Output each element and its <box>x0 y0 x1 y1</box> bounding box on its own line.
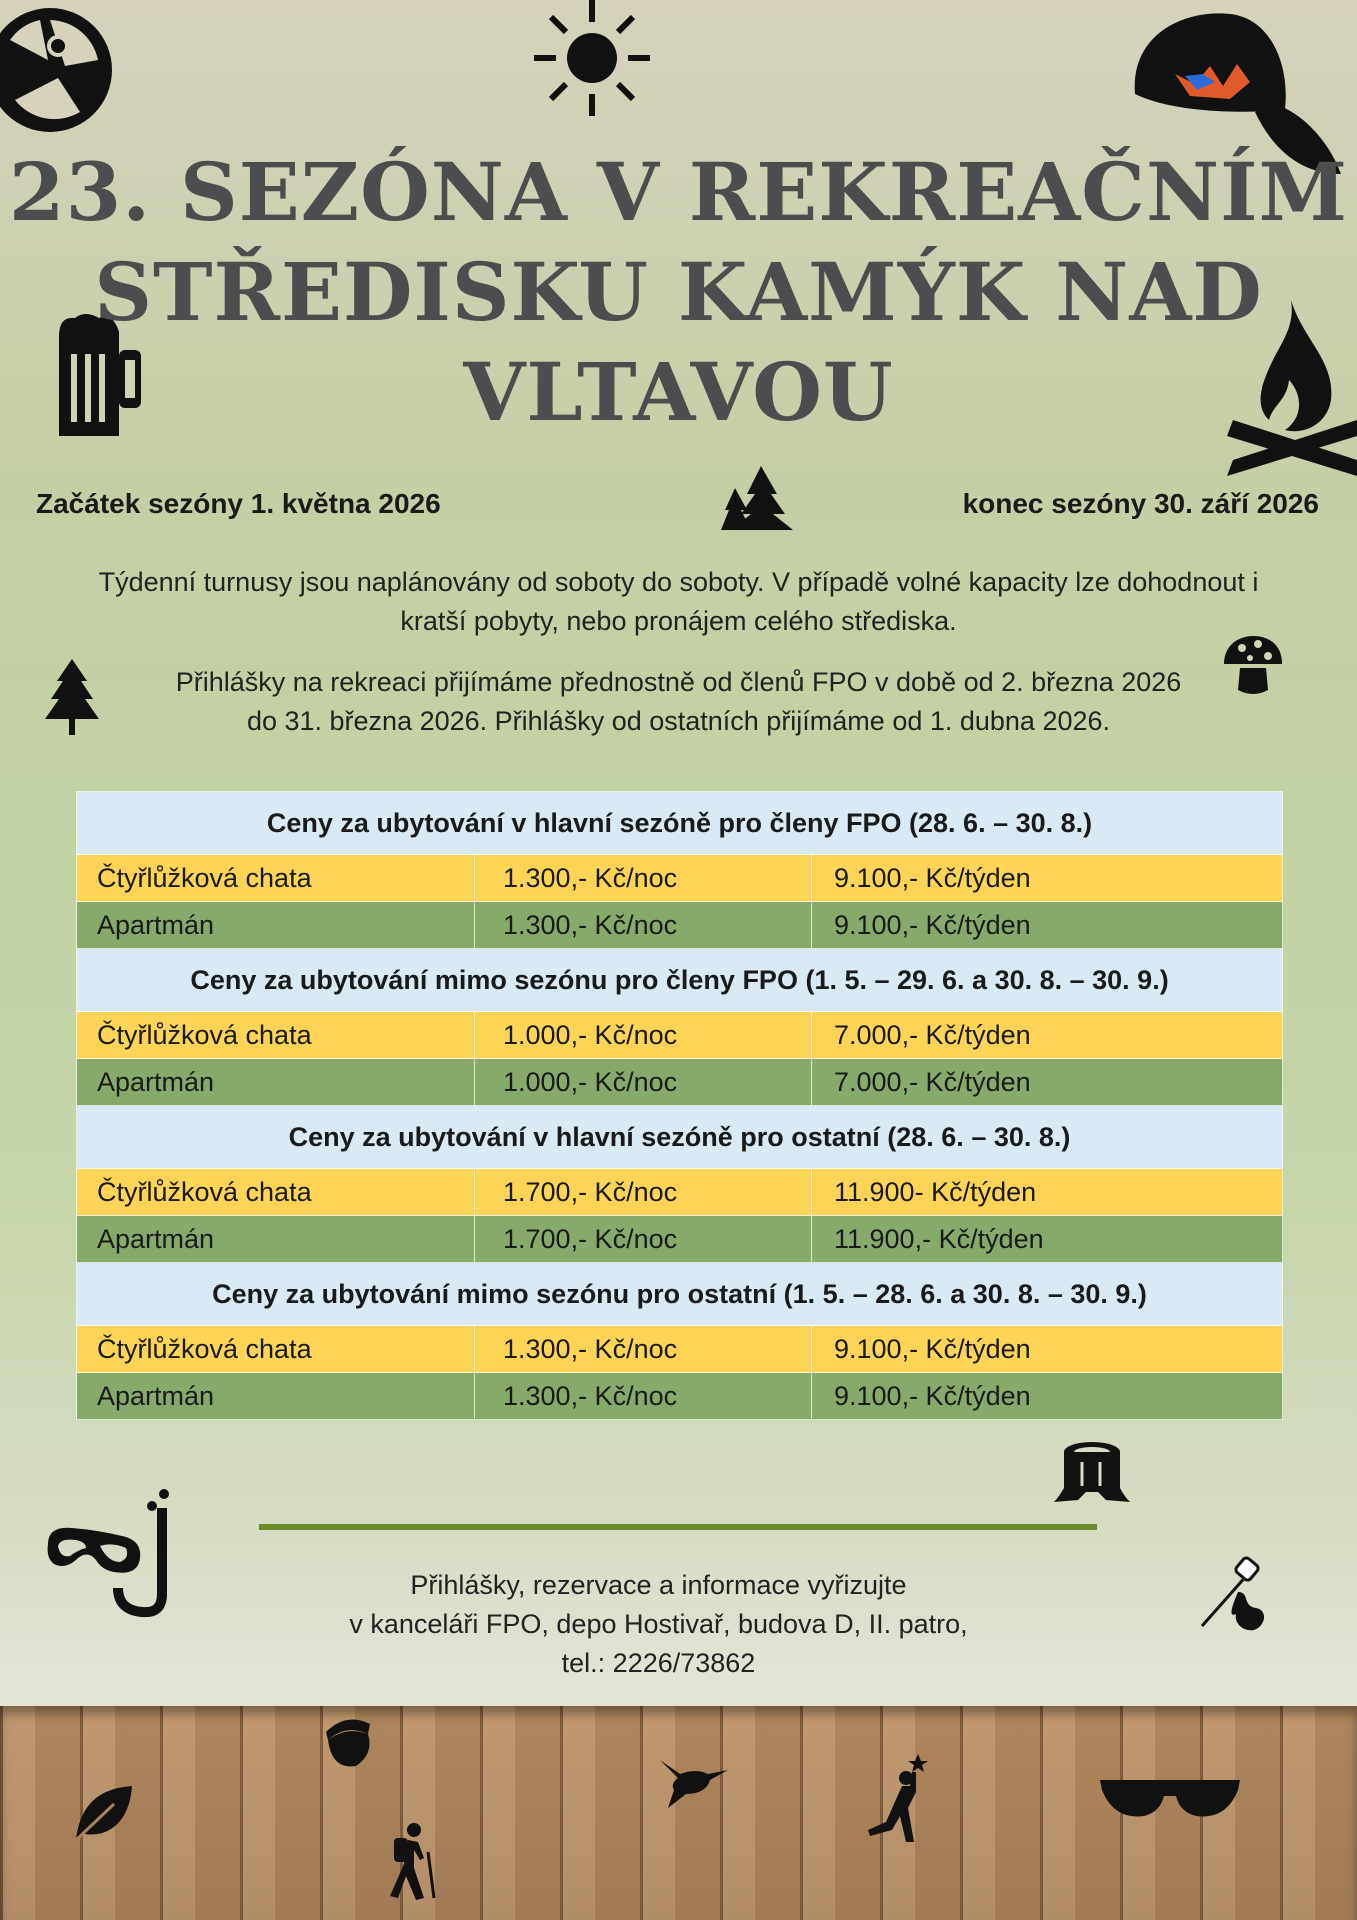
contact-line-2: v kanceláři FPO, depo Hostivař, budova D, II. patro, <box>349 1609 968 1639</box>
tree-stump-icon <box>1054 1440 1130 1504</box>
leaf-icon <box>70 1784 134 1842</box>
schedule-info <box>0 563 1357 641</box>
divider <box>259 1524 1097 1530</box>
accommodation-type: Čtyřlůžková chata <box>77 1326 475 1373</box>
price-per-week: 11.900,- Kč/týden <box>812 1216 1283 1263</box>
price-per-week: 9.100,- Kč/týden <box>812 855 1283 902</box>
price-per-night: 1.000,- Kč/noc <box>475 1059 812 1106</box>
wooden-floor <box>0 1706 1357 1920</box>
jumping-person-icon <box>864 1754 934 1844</box>
trees-icon <box>721 464 797 530</box>
section-heading: Ceny za ubytování v hlavní sezóně pro ostatní (28. 6. – 30. 8.) <box>77 1106 1283 1169</box>
season-end: konec sezóny 30. září 2026 <box>962 488 1319 519</box>
hiker-icon <box>384 1822 440 1900</box>
page-title <box>0 142 1357 442</box>
table-row <box>77 1012 1283 1059</box>
price-per-night: 1.000,- Kč/noc <box>475 1012 812 1059</box>
table-row <box>77 855 1283 902</box>
price-per-night: 1.700,- Kč/noc <box>475 1216 812 1263</box>
price-per-week: 9.100,- Kč/týden <box>812 1326 1283 1373</box>
sunglasses-icon <box>1100 1776 1240 1824</box>
acorn-icon <box>316 1710 376 1770</box>
section-heading: Ceny za ubytování v hlavní sezóně pro členy FPO (28. 6. – 30. 8.) <box>77 792 1283 855</box>
price-per-week: 9.100,- Kč/týden <box>812 902 1283 949</box>
price-per-week: 9.100,- Kč/týden <box>812 1373 1283 1420</box>
hummingbird-icon <box>656 1754 728 1808</box>
sun-icon <box>532 0 652 120</box>
table-section-header <box>77 792 1283 855</box>
contact-info <box>0 1566 1317 1683</box>
table-row <box>77 1373 1283 1420</box>
contact-line-1: Přihlášky, rezervace a informace vyřizujte <box>410 1570 907 1600</box>
accommodation-type: Apartmán <box>77 902 475 949</box>
table-section-header <box>77 1263 1283 1326</box>
title-line-3: VLTAVOU <box>463 345 894 439</box>
accommodation-type: Čtyřlůžková chata <box>77 1012 475 1059</box>
title-line-2: STŘEDISKU KAMÝK NAD <box>94 245 1263 339</box>
title-line-1: 23. SEZÓNA V REKREAČNÍM <box>8 145 1349 239</box>
price-per-night: 1.300,- Kč/noc <box>475 1373 812 1420</box>
application-info <box>0 663 1357 741</box>
schedule-info-line-1: Týdenní turnusy jsou naplánovány od soboty do soboty. V případě volné kapacity lze dohodnout i <box>98 567 1259 597</box>
price-per-week: 7.000,- Kč/týden <box>812 1012 1283 1059</box>
table-row <box>77 1216 1283 1263</box>
price-per-night: 1.300,- Kč/noc <box>475 855 812 902</box>
price-per-night: 1.700,- Kč/noc <box>475 1169 812 1216</box>
contact-phone: tel.: 2226/73862 <box>561 1648 756 1678</box>
beach-ball-icon <box>0 0 130 150</box>
table-row <box>77 902 1283 949</box>
accommodation-type: Apartmán <box>77 1216 475 1263</box>
accommodation-type: Apartmán <box>77 1373 475 1420</box>
accommodation-type: Čtyřlůžková chata <box>77 1169 475 1216</box>
section-heading: Ceny za ubytování mimo sezónu pro členy FPO (1. 5. – 29. 6. a 30. 8. – 30. 9.) <box>77 949 1283 1012</box>
table-row <box>77 1326 1283 1373</box>
table-section-header <box>77 949 1283 1012</box>
table-row <box>77 1059 1283 1106</box>
accommodation-type: Apartmán <box>77 1059 475 1106</box>
section-heading: Ceny za ubytování mimo sezónu pro ostatní (1. 5. – 28. 6. a 30. 8. – 30. 9.) <box>77 1263 1283 1326</box>
table-section-header <box>77 1106 1283 1169</box>
price-per-night: 1.300,- Kč/noc <box>475 1326 812 1373</box>
application-info-line-1: Přihlášky na rekreaci přijímáme přednostně od členů FPO v době od 2. března 2026 <box>175 667 1182 697</box>
price-table <box>76 791 1283 1420</box>
price-per-week: 11.900- Kč/týden <box>812 1169 1283 1216</box>
price-per-week: 7.000,- Kč/týden <box>812 1059 1283 1106</box>
accommodation-type: Čtyřlůžková chata <box>77 855 475 902</box>
table-row <box>77 1169 1283 1216</box>
price-per-night: 1.300,- Kč/noc <box>475 902 812 949</box>
season-start: Začátek sezóny 1. května 2026 <box>36 488 441 519</box>
application-info-line-2: do 31. března 2026. Přihlášky od ostatních přijímáme od 1. dubna 2026. <box>246 706 1111 736</box>
schedule-info-line-2: kratší pobyty, nebo pronájem celého střediska. <box>400 606 957 636</box>
